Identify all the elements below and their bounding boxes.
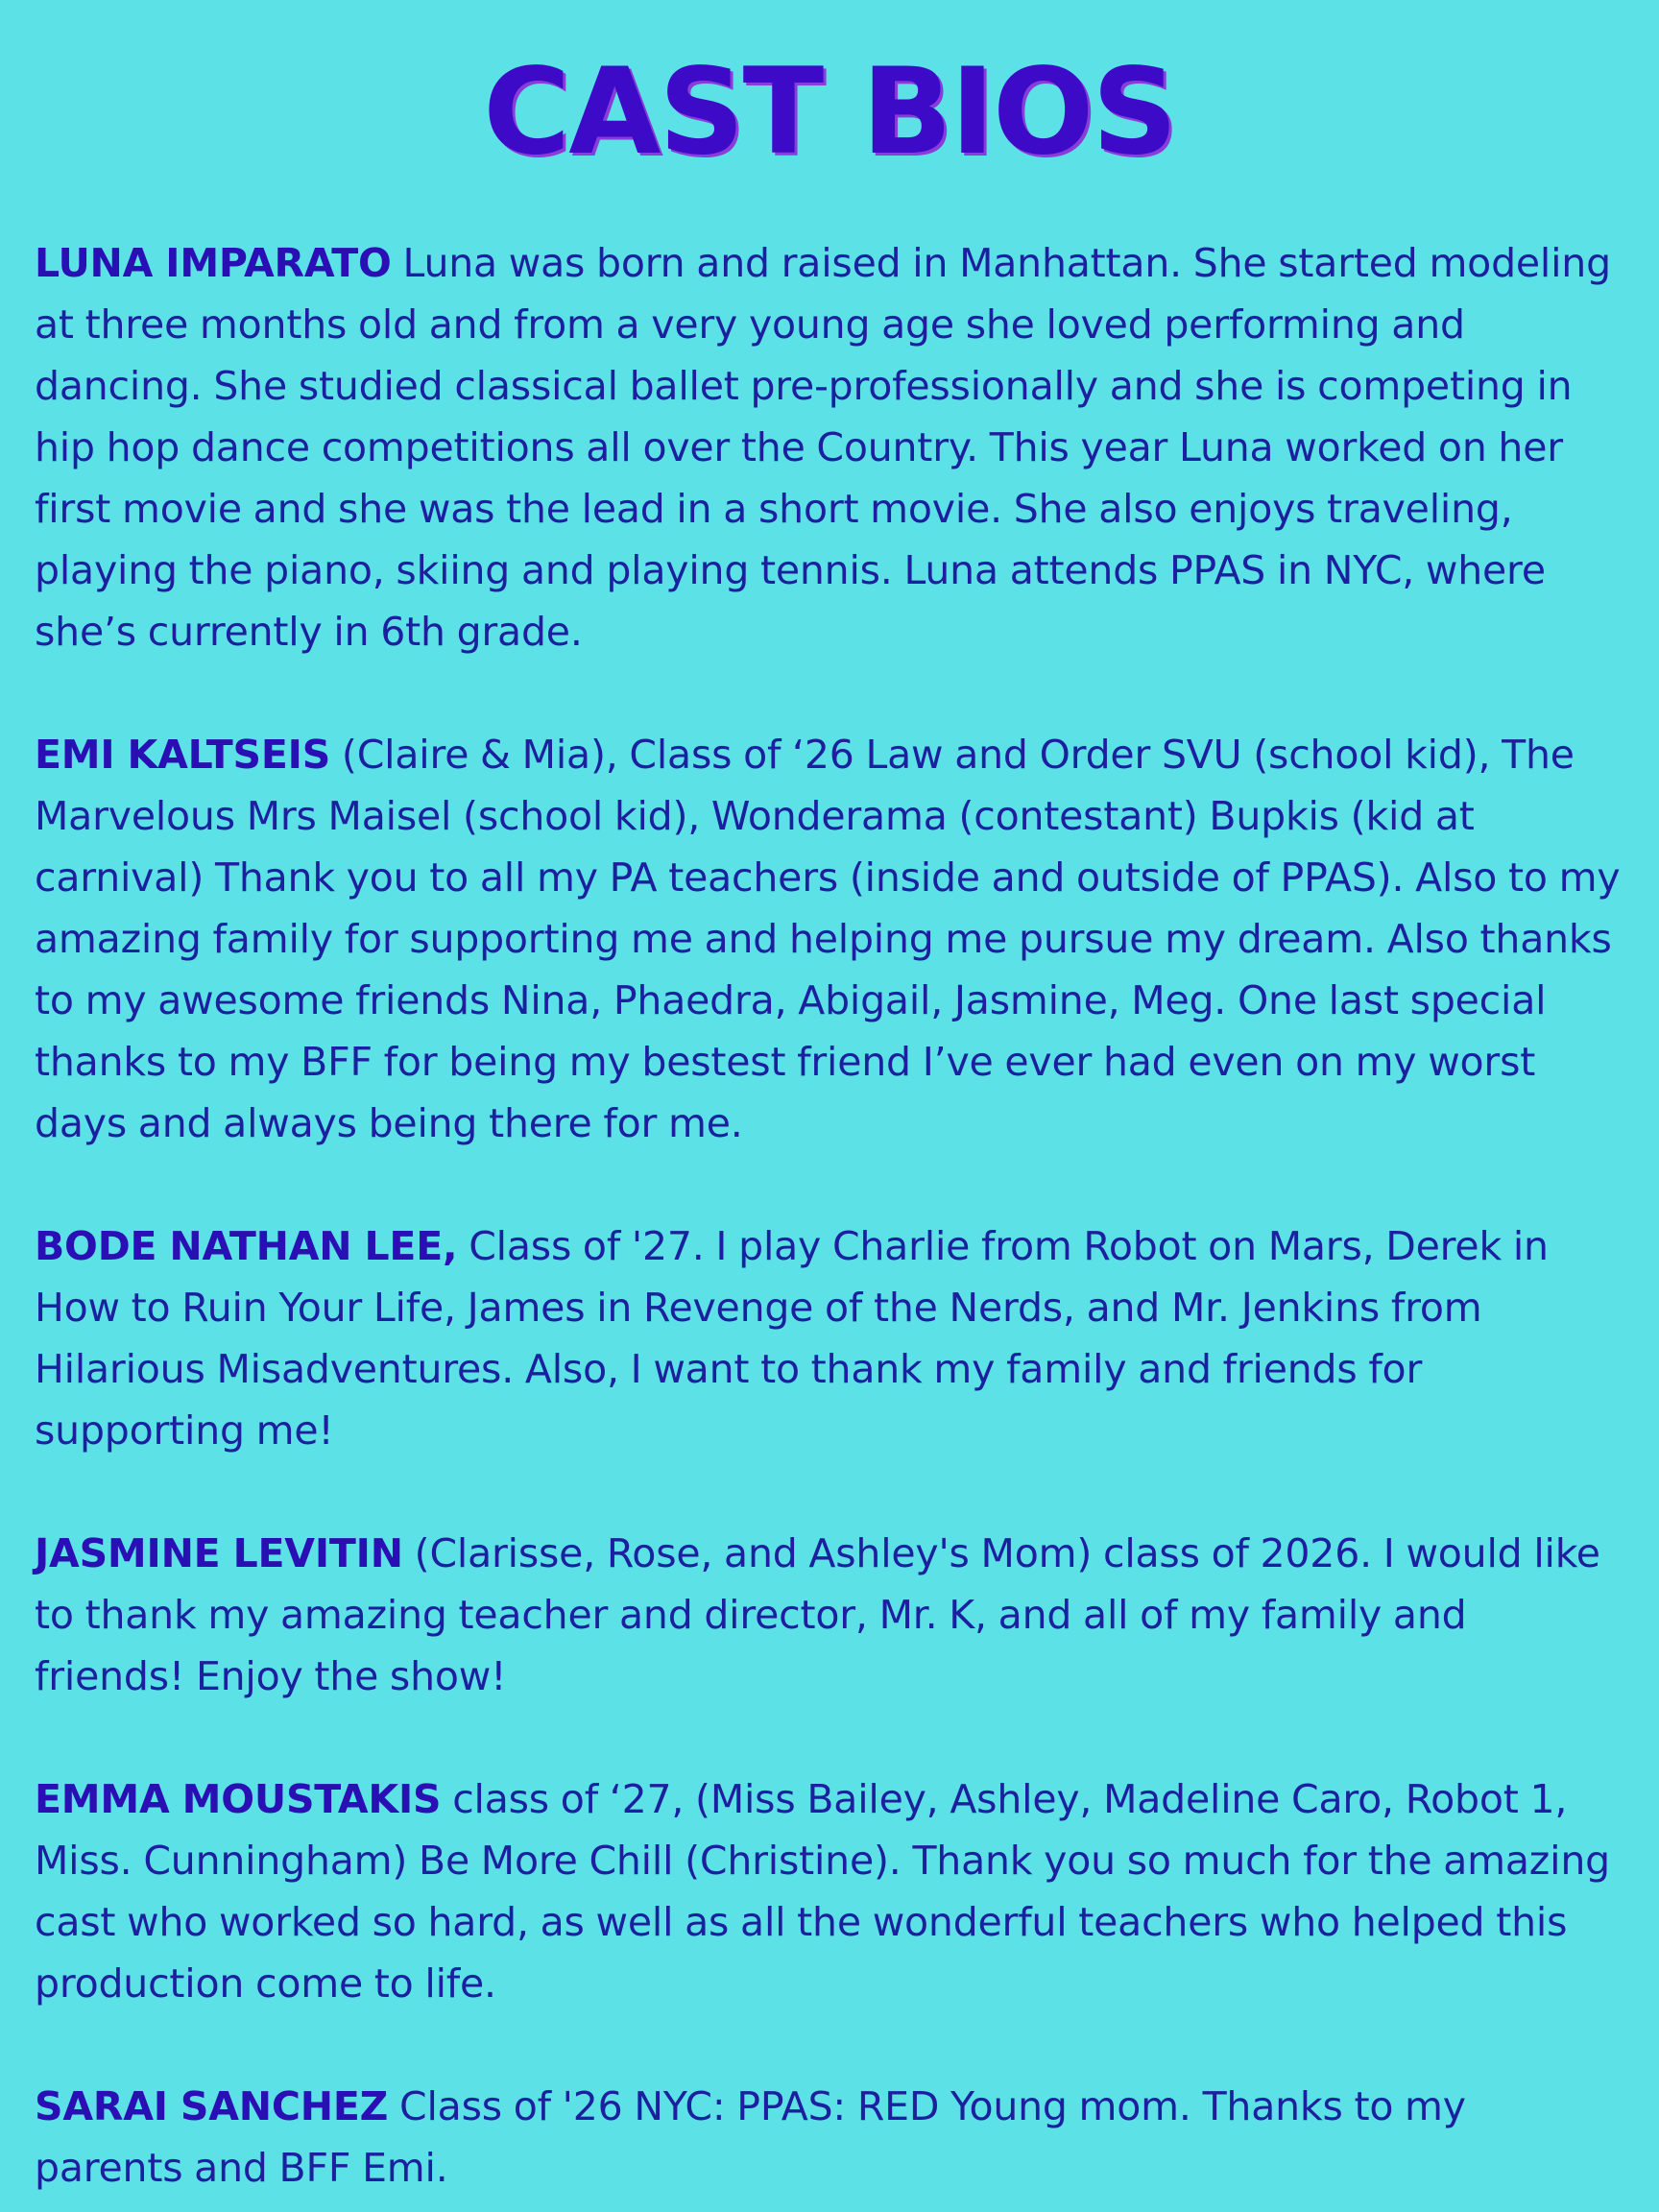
- bio-bode-nathan-lee: [35, 1215, 1624, 1461]
- bio-emi-kaltseis: [35, 724, 1624, 1154]
- bios-list: [35, 232, 1624, 2199]
- bio-text: (Clarisse, Rose, and Ashley's Mom) class of 2026. I would like to thank my amazing teacher and director, Mr. K, and all of my family and friends! Enjoy the show!: [35, 1530, 1600, 1699]
- bio-name: BODE NATHAN LEE,: [35, 1223, 458, 1269]
- bio-sarai-sanchez: [35, 2076, 1624, 2199]
- page-title: CAST BIOS: [483, 43, 1176, 181]
- bio-name: EMMA MOUSTAKIS: [35, 1776, 442, 1822]
- bio-text: Luna was born and raised in Manhattan. She started modeling at three months old and from a very young age she loved performing and dancing. She studied classical ballet pre-professionally and she is competing in hip hop dance competitions all over the Country. This year Luna worked on her first movie and she was the lead in a short movie. She also enjoys traveling, playing the piano, skiing and playing tennis. Luna attends PPAS in NYC, where she’s currently in 6th grade.: [35, 240, 1611, 655]
- bio-text: Class of '27. I play Charlie from Robot on Mars, Derek in How to Ruin Your Life, James in Revenge of the Nerds, and Mr. Jenkins from Hilarious Misadventures. Also, I want to thank my family and friends for supporting me!: [35, 1223, 1549, 1454]
- bio-luna-imparato: [35, 232, 1624, 662]
- bio-jasmine-levitin: [35, 1523, 1624, 1707]
- bio-text: class of ‘27, (Miss Bailey, Ashley, Madeline Caro, Robot 1, Miss. Cunningham) Be More Chill (Christine). Thank you so much for the amazing cast who worked so hard, as well as all the wonderful teachers who helped this production come to life.: [35, 1776, 1610, 2007]
- bio-name: LUNA IMPARATO: [35, 240, 392, 286]
- bio-name: JASMINE LEVITIN: [35, 1530, 403, 1576]
- bio-emma-moustakis: [35, 1768, 1624, 2014]
- bio-text: Class of '26 NYC: PPAS: RED Young mom. Thanks to my parents and BFF Emi.: [35, 2083, 1466, 2191]
- bio-text: (Claire & Mia), Class of ‘26 Law and Order SVU (school kid), The Marvelous Mrs Maisel (school kid), Wonderama (contestant) Bupkis (kid at carnival) Thank you to all my PA teachers (inside and outside of PPAS). Also to my amazing family for supporting me and helping me pursue my dream. Also thanks to my awesome friends Nina, Phaedra, Abigail, Jasmine, Meg. One last special thanks to my BFF for being my bestest friend I’ve ever had even on my worst days and always being there for me.: [35, 732, 1621, 1146]
- bio-name: SARAI SANCHEZ: [35, 2083, 389, 2129]
- bio-name: EMI KALTSEIS: [35, 732, 331, 778]
